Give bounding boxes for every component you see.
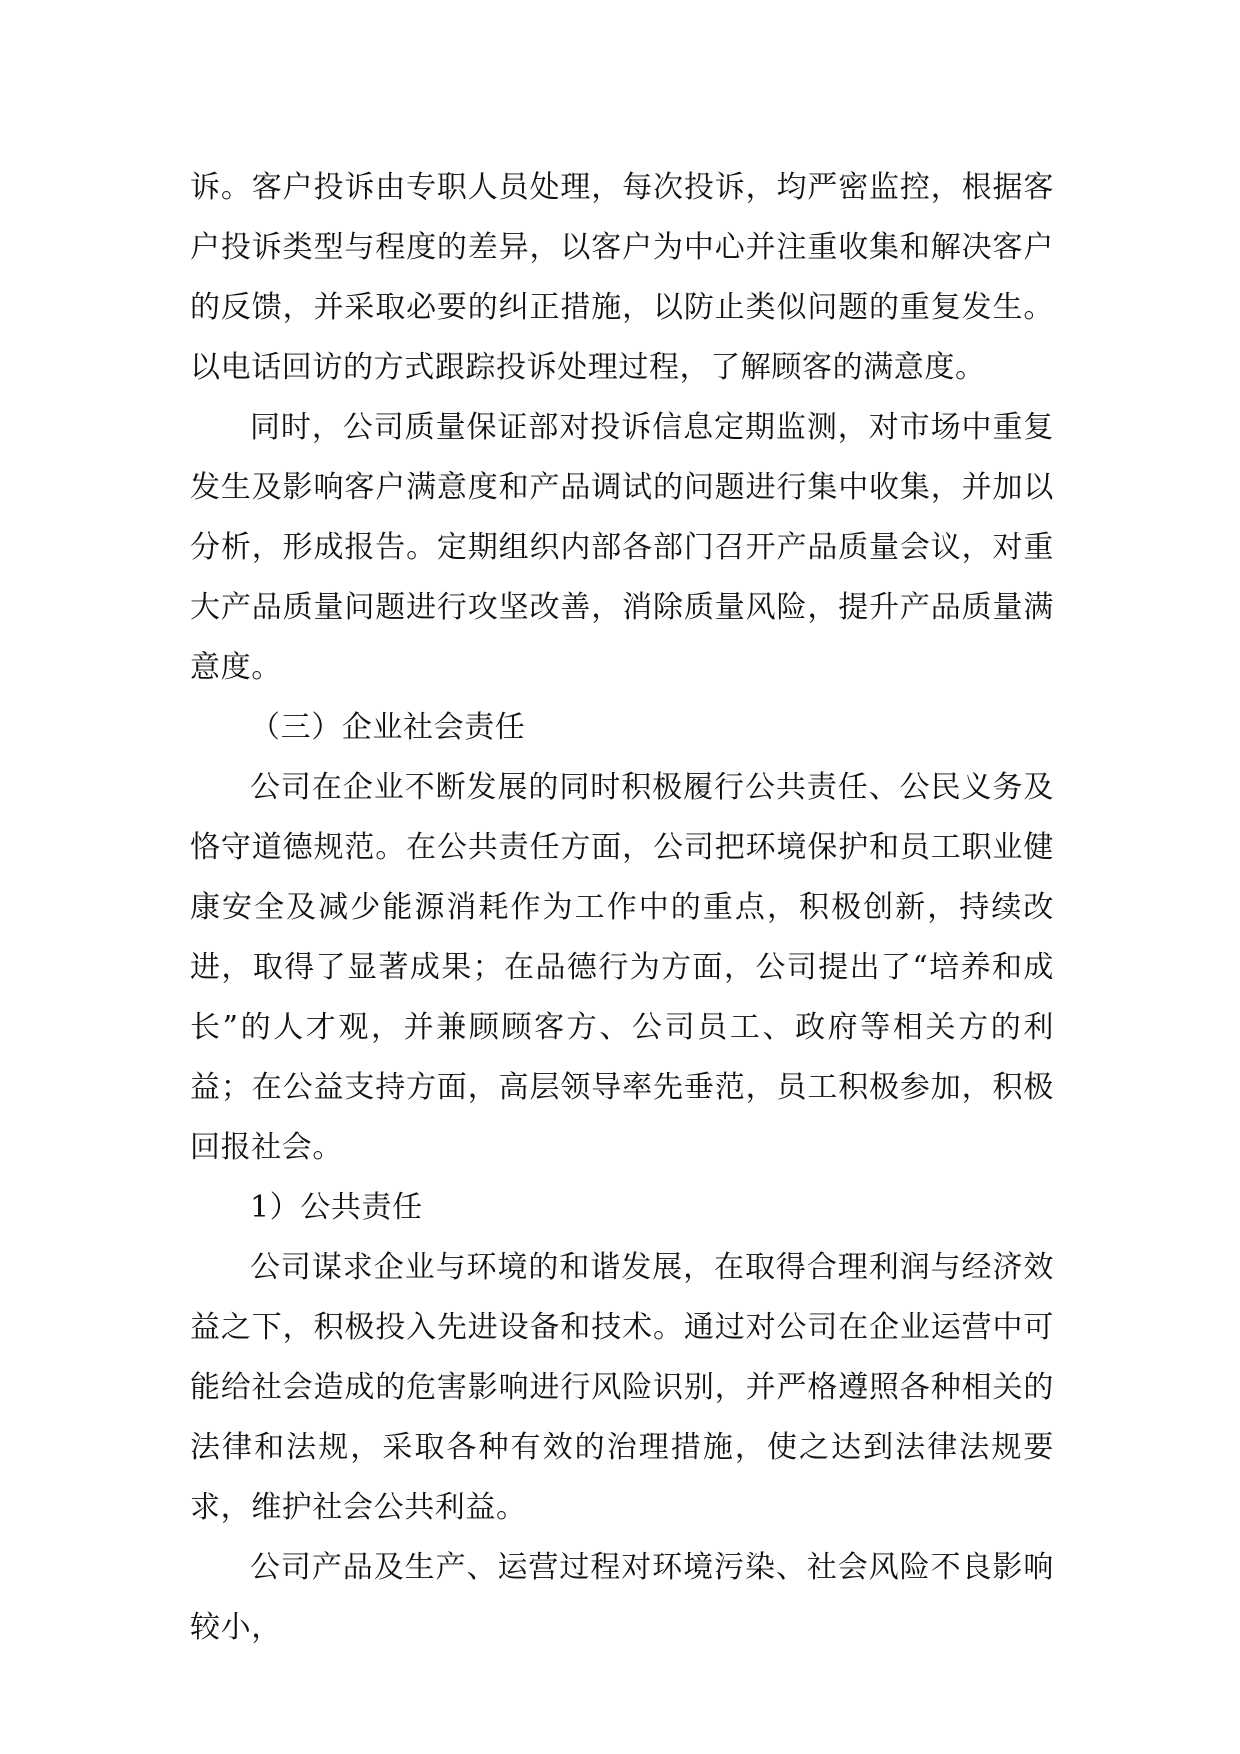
section-heading-social-responsibility: （三）企业社会责任 xyxy=(250,710,526,745)
subheading-public-responsibility: 1）公共责任 xyxy=(250,1190,423,1225)
paragraph-social-responsibility: 公司在企业不断发展的同时积极履行公共责任、公民义务及恪守道德规范。在公共责任方面，公司把环境保护和员工职业健康安全及减少能源消耗作为工作中的重点，积极创新，持续改进，取得了显著成果；在品德行为方面，公司提出了“培养和成长”的人才观，并兼顾顾客方、公司员工、政府等相关方的利益；在公益支持方面，高层领导率先垂范，员工积极参加，积极回报社会。 xyxy=(190,770,1054,1165)
paragraph-complaint-handling: 诉。客户投诉由专职人员处理，每次投诉，均严密监控，根据客户投诉类型与程度的差异，以客户为中心并注重收集和解决客户的反馈，并采取必要的纠正措施，以防止类似问题的重复发生。以电话回访的方式跟踪投诉处理过程，了解顾客的满意度。 xyxy=(190,170,1054,385)
document-body xyxy=(190,158,1054,1658)
paragraph-environment-harmony: 公司谋求企业与环境的和谐发展，在取得合理利润与经济效益之下，积极投入先进设备和技术。通过对公司在企业运营中可能给社会造成的危害影响进行风险识别，并严格遵照各种相关的法律和法规，采取各种有效的治理措施，使之达到法律法规要求，维护社会公共利益。 xyxy=(190,1250,1054,1525)
paragraph-quality-monitoring: 同时，公司质量保证部对投诉信息定期监测，对市场中重复发生及影响客户满意度和产品调试的问题进行集中收集，并加以分析，形成报告。定期组织内部各部门召开产品质量会议，对重大产品质量问题进行攻坚改善，消除质量风险，提升产品质量满意度。 xyxy=(190,410,1054,685)
paragraph-environmental-impact: 公司产品及生产、运营过程对环境污染、社会风险不良影响较小， xyxy=(190,1550,1054,1645)
